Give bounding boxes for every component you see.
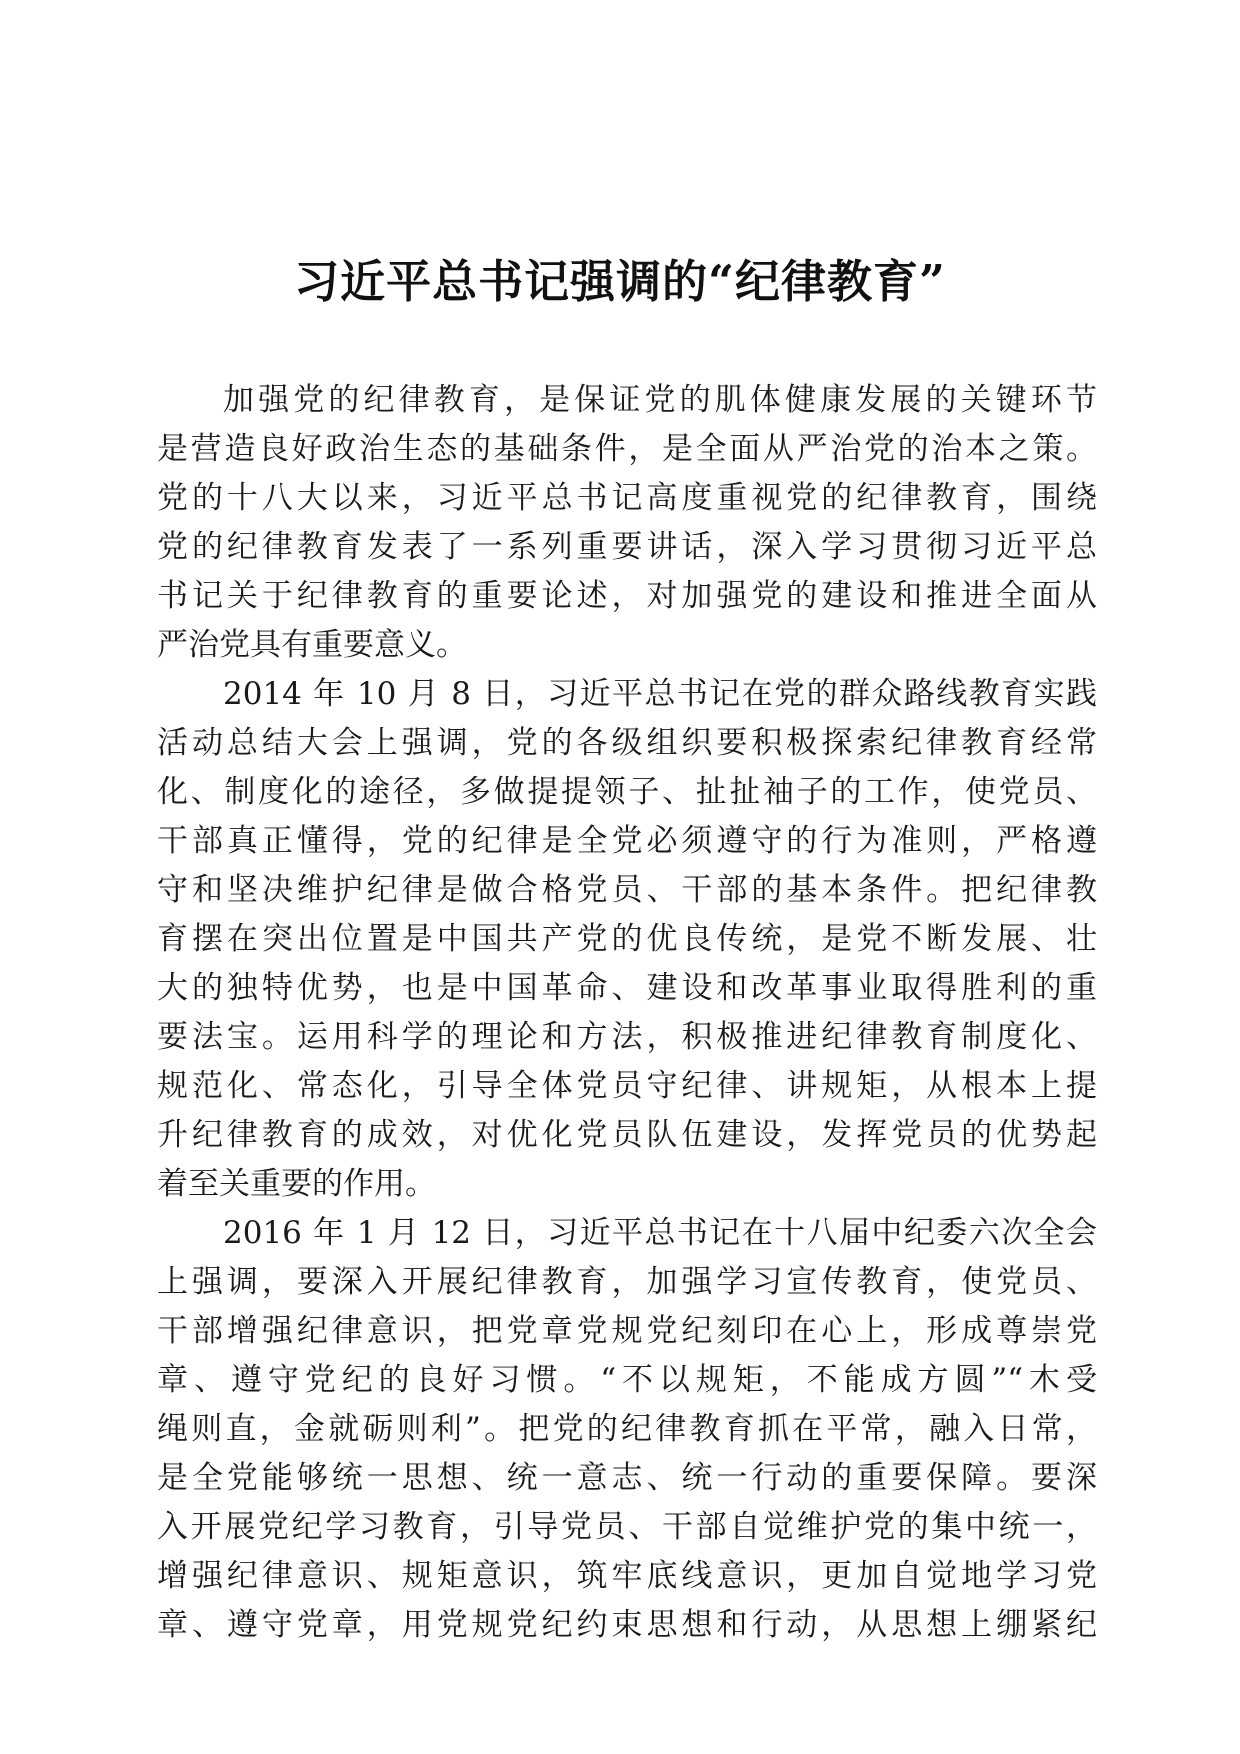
- paragraph-line: 干部增强纪律意识，把党章党规党纪刻印在心上，形成尊崇党: [157, 1313, 1097, 1349]
- paragraph-line: 育摆在突出位置是中国共产党的优良传统，是党不断发展、壮: [157, 921, 1097, 957]
- paragraph-line: 守和坚决维护纪律是做合格党员、干部的基本条件。把纪律教: [157, 872, 1097, 908]
- paragraph-line: 2014 年 10 月 8 日，习近平总书记在党的群众路线教育实践: [223, 676, 1097, 712]
- paragraph-line: 规范化、常态化，引导全体党员守纪律、讲规矩，从根本上提: [157, 1068, 1097, 1104]
- document-title: 习近平总书记强调的“纪律教育”: [294, 255, 946, 308]
- paragraph-line: 章、遵守党章，用党规党纪约束思想和行动，从思想上绷紧纪: [157, 1607, 1097, 1643]
- paragraph-line: 要法宝。运用科学的理论和方法，积极推进纪律教育制度化、: [157, 1019, 1097, 1055]
- paragraph-line: 书记关于纪律教育的重要论述，对加强党的建设和推进全面从: [157, 578, 1097, 614]
- paragraph-2: [157, 670, 1097, 1209]
- paragraph-line: 活动总结大会上强调，党的各级组织要积极探索纪律教育经常: [157, 725, 1097, 761]
- paragraph-line: 上强调，要深入开展纪律教育，加强学习宣传教育，使党员、: [157, 1264, 1097, 1300]
- paragraph-line: 严治党具有重要意义。: [157, 627, 467, 663]
- paragraph-line: 党的十八大以来，习近平总书记高度重视党的纪律教育，围绕: [157, 480, 1097, 516]
- paragraph-line: 绳则直，金就砺则利”。把党的纪律教育抓在平常，融入日常，: [157, 1411, 1097, 1447]
- paragraph-1: [157, 376, 1097, 670]
- paragraph-3: [157, 1209, 1097, 1650]
- paragraph-line: 章、遵守党纪的良好习惯。“不以规矩，不能成方圆”“木受: [157, 1362, 1097, 1398]
- paragraph-line: 升纪律教育的成效，对优化党员队伍建设，发挥党员的优势起: [157, 1117, 1097, 1153]
- paragraph-line: 是全党能够统一思想、统一意志、统一行动的重要保障。要深: [157, 1460, 1097, 1496]
- paragraph-line: 是营造良好政治生态的基础条件，是全面从严治党的治本之策。: [157, 431, 1097, 467]
- paragraph-line: 2016 年 1 月 12 日，习近平总书记在十八届中纪委六次全会: [223, 1215, 1097, 1251]
- paragraph-line: 化、制度化的途径，多做提提领子、扯扯袖子的工作，使党员、: [157, 774, 1097, 810]
- paragraph-line: 干部真正懂得，党的纪律是全党必须遵守的行为准则，严格遵: [157, 823, 1097, 859]
- paragraph-line: 大的独特优势，也是中国革命、建设和改革事业取得胜利的重: [157, 970, 1097, 1006]
- paragraph-line: 入开展党纪学习教育，引导党员、干部自觉维护党的集中统一，: [157, 1509, 1097, 1545]
- paragraph-line: 党的纪律教育发表了一系列重要讲话，深入学习贯彻习近平总: [157, 529, 1097, 565]
- paragraph-line: 着至关重要的作用。: [157, 1166, 436, 1202]
- document-body: [157, 376, 1097, 1650]
- paragraph-line: 加强党的纪律教育，是保证党的肌体健康发展的关键环节: [223, 382, 1097, 418]
- paragraph-line: 增强纪律意识、规矩意识，筑牢底线意识，更加自觉地学习党: [157, 1558, 1097, 1594]
